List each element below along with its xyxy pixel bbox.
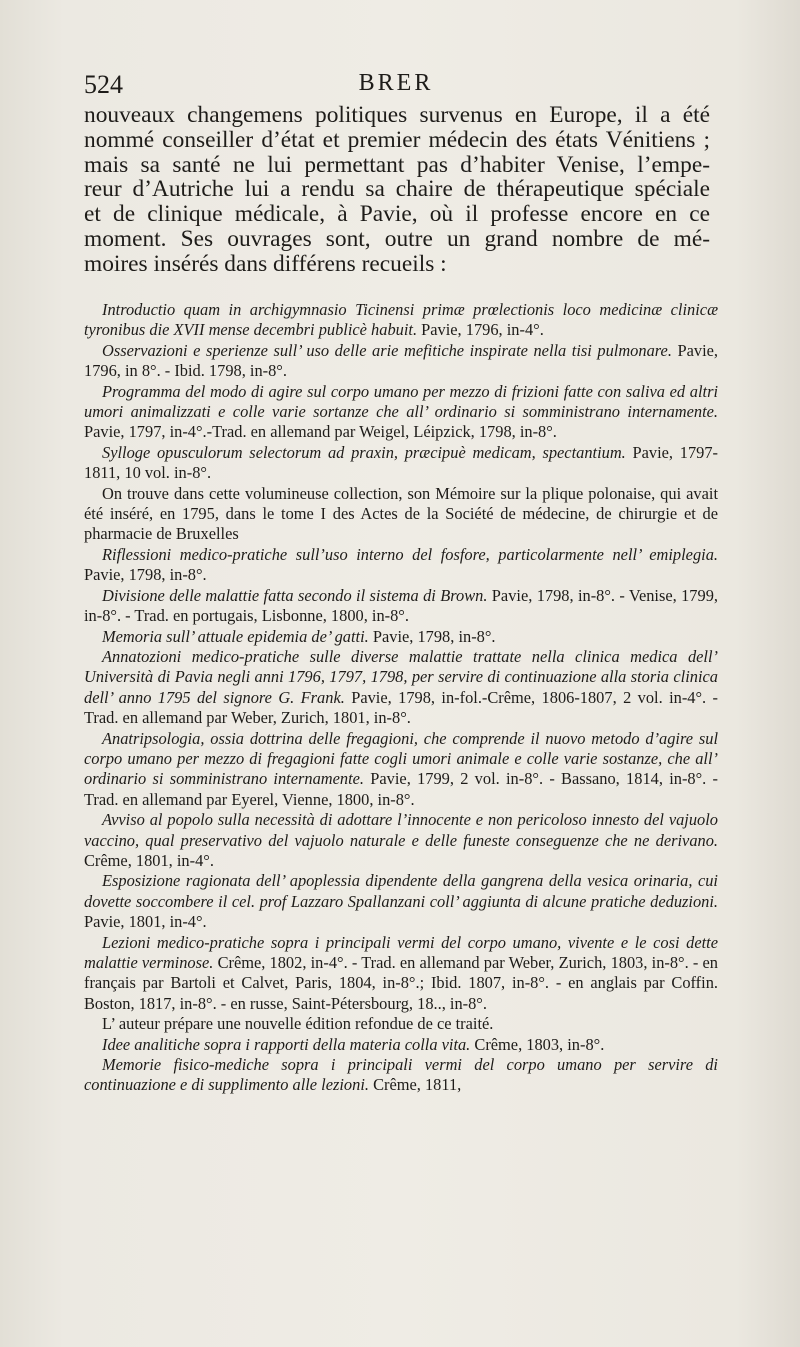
entry-details: Crême, 1811, <box>368 1075 462 1095</box>
entry-details: Pavie, 1801, in-4°. <box>84 912 207 932</box>
entry-title: Idee analitiche sopra i rapporti della materia colla vita. <box>102 1034 471 1054</box>
entry-details: Crême, 1801, in-4°. <box>84 850 214 870</box>
bibliography-note <box>84 484 718 545</box>
entry-details: Pavie, 1797-1811, 10 vol. in-8°. <box>84 442 718 483</box>
page-number: 524 <box>84 70 123 99</box>
bibliography-entry <box>84 729 718 811</box>
entry-title: Sylloge opusculorum selectorum ad praxin, præcipuè medicam, spectantium. <box>102 442 626 462</box>
bibliography-entry <box>84 382 718 443</box>
entry-details: On trouve dans cette volumineuse collection, son Mémoire sur la plique polonaise, qui avait été inséré, en 1795, dans le tome I des Actes de la Société de médecine, de chirurgie et de pharmacie de Bruxelles <box>84 483 718 544</box>
entry-details: Pavie, 1798, in-fol.-Crême, 1806-1807, 2 vol. in-4°. -Trad. en allemand par Weber, Zurich, 1801, in-8°. <box>84 687 718 728</box>
intro-line: moment. Ses ouvrages sont, outre un grand nombre de mé- <box>84 225 710 252</box>
entry-details: Pavie, 1798, in-8°. <box>84 565 207 585</box>
bibliography-entry <box>84 545 718 586</box>
entry-details: L’ auteur prépare une nouvelle édition refondue de ce traité. <box>102 1014 494 1034</box>
bibliography-entry <box>84 647 718 729</box>
entry-title: Programma del modo di agire sul corpo umano per mezzo di frizioni fatte con saliva ed altri umori animalizzati e colle varie sortanze che all’ ordinario si somministrano internamente. <box>84 381 718 422</box>
entry-details: Pavie, 1796, in 8°. - Ibid. 1798, in-8°. <box>84 340 718 381</box>
entry-details: Pavie, 1796, in-4°. <box>417 320 544 340</box>
entry-title: Osservazioni e sperienze sull’ uso delle arie mefitiche inspirate nella tisi pulmonare. <box>102 340 672 360</box>
entry-title: Esposizione ragionata dell’ apoplessia dipendente della gangrena della vesica orinaria, cui dovette soccombere il cel. prof Lazzaro Spallanzani coll’ aggiunta di alcune pratiche deduzioni. <box>84 871 718 911</box>
entry-details: Pavie, 1798, in-8°. <box>368 626 496 646</box>
bibliography-entry <box>84 341 718 382</box>
entry-details: Pavie, 1797, in-4°.-Trad. en allemand par Weigel, Léipzick, 1798, in-8°. <box>84 422 557 442</box>
entry-title: Lezioni medico-pratiche sopra i principali vermi del corpo umano, vivente e le cosi dette malattie verminose. <box>84 932 718 972</box>
bibliography-entry <box>84 933 718 1015</box>
bibliography-note <box>84 1014 718 1034</box>
intro-line: moires insérés dans différens recueils : <box>84 250 447 277</box>
entry-details: Crême, 1803, in-8°. <box>470 1034 605 1054</box>
entry-title: Annatozioni medico-pratiche sulle diverse malattie trattate nella clinica medica dell’ Università di Pavia negli anni 1796, 1797, 1798, per servire di continuazione alla storia clinica dell’ anno 1795 del signore G. Frank. <box>84 646 718 707</box>
intro-line: et de clinique médicale, à Pavie, où il professe encore en ce <box>84 201 710 228</box>
bibliography-entry <box>84 586 718 627</box>
bibliography-entry <box>84 810 718 871</box>
entry-details: Pavie, 1799, 2 vol. in-8°. - Bassano, 1814, in-8°. -Trad. en allemand par Eyerel, Vienne, 1800, in-8°. <box>84 769 718 809</box>
intro-line: nommé conseiller d’état et premier médecin des états Vénitiens ; <box>84 126 710 153</box>
entry-details: Pavie, 1798, in-8°. - Venise, 1799, in-8°. - Trad. en portugais, Lisbonne, 1800, in-8°. <box>84 585 718 626</box>
page-header <box>84 70 708 104</box>
bibliography-entry <box>84 627 718 647</box>
bibliography-entry <box>84 871 718 932</box>
entry-title: Introductio quam in archigymnasio Ticinensi primæ prœlectionis loco medicinæ clinicæ tyronibus die XVII mense decembri publicè habuit. <box>84 300 718 340</box>
bibliography-entry <box>84 1035 718 1055</box>
intro-line: reur d’Autriche lui a rendu sa chaire de thérapeutique spéciale <box>84 176 710 203</box>
bibliography-entry <box>84 300 718 341</box>
running-title: BRER <box>358 70 434 96</box>
intro-line: nouveaux changemens politiques survenus en Europe, il a été <box>84 102 710 128</box>
entry-title: Memoria sull’ attuale epidemia de’ gatti. <box>102 626 369 646</box>
entry-title: Memorie fisico-mediche sopra i principali vermi del corpo umano per servire di continuazione e di supplimento alle lezioni. <box>84 1055 718 1095</box>
entry-title: Avviso al popolo sulla necessità di adottare l’innocente e non pericoloso innesto del vajuolo vaccino, qual preservativo del vajuolo naturale e delle funeste conseguenze che ne derivano. <box>84 810 718 850</box>
entry-title: Divisione delle malattie fatta secondo il sistema di Brown. <box>102 585 488 605</box>
entry-details: Crême, 1802, in-4°. - Trad. en allemand par Weber, Zurich, 1803, in-8°. - en français par Bartoli et Calvet, Paris, 1804, in-8°.; Ibid. 1807, in-8°. - en anglais par Coffin. Boston, 1817, in-8°. - en russe, Saint-Pétersbourg, 18.., in-8°. <box>84 953 718 1013</box>
entry-title: Riflessioni medico-pratiche sull’uso interno del fosfore, particolarmente nell’ emiplegia. <box>102 544 718 564</box>
intro-line: mais sa santé ne lui permettant pas d’habiter Venise, l’empe- <box>84 151 710 178</box>
bibliography-list <box>84 300 718 1096</box>
intro-paragraph <box>84 103 710 277</box>
bibliography-entry <box>84 1055 718 1096</box>
bibliography-entry <box>84 443 718 484</box>
entry-title: Anatripsologia, ossia dottrina delle fregagioni, che comprende il nuovo metodo d’agire sul corpo umano per mezzo di fregagioni fatte cogli umori animale e colle varie sostanze, che all’ ordinario si somministrano internamente. <box>84 728 718 789</box>
